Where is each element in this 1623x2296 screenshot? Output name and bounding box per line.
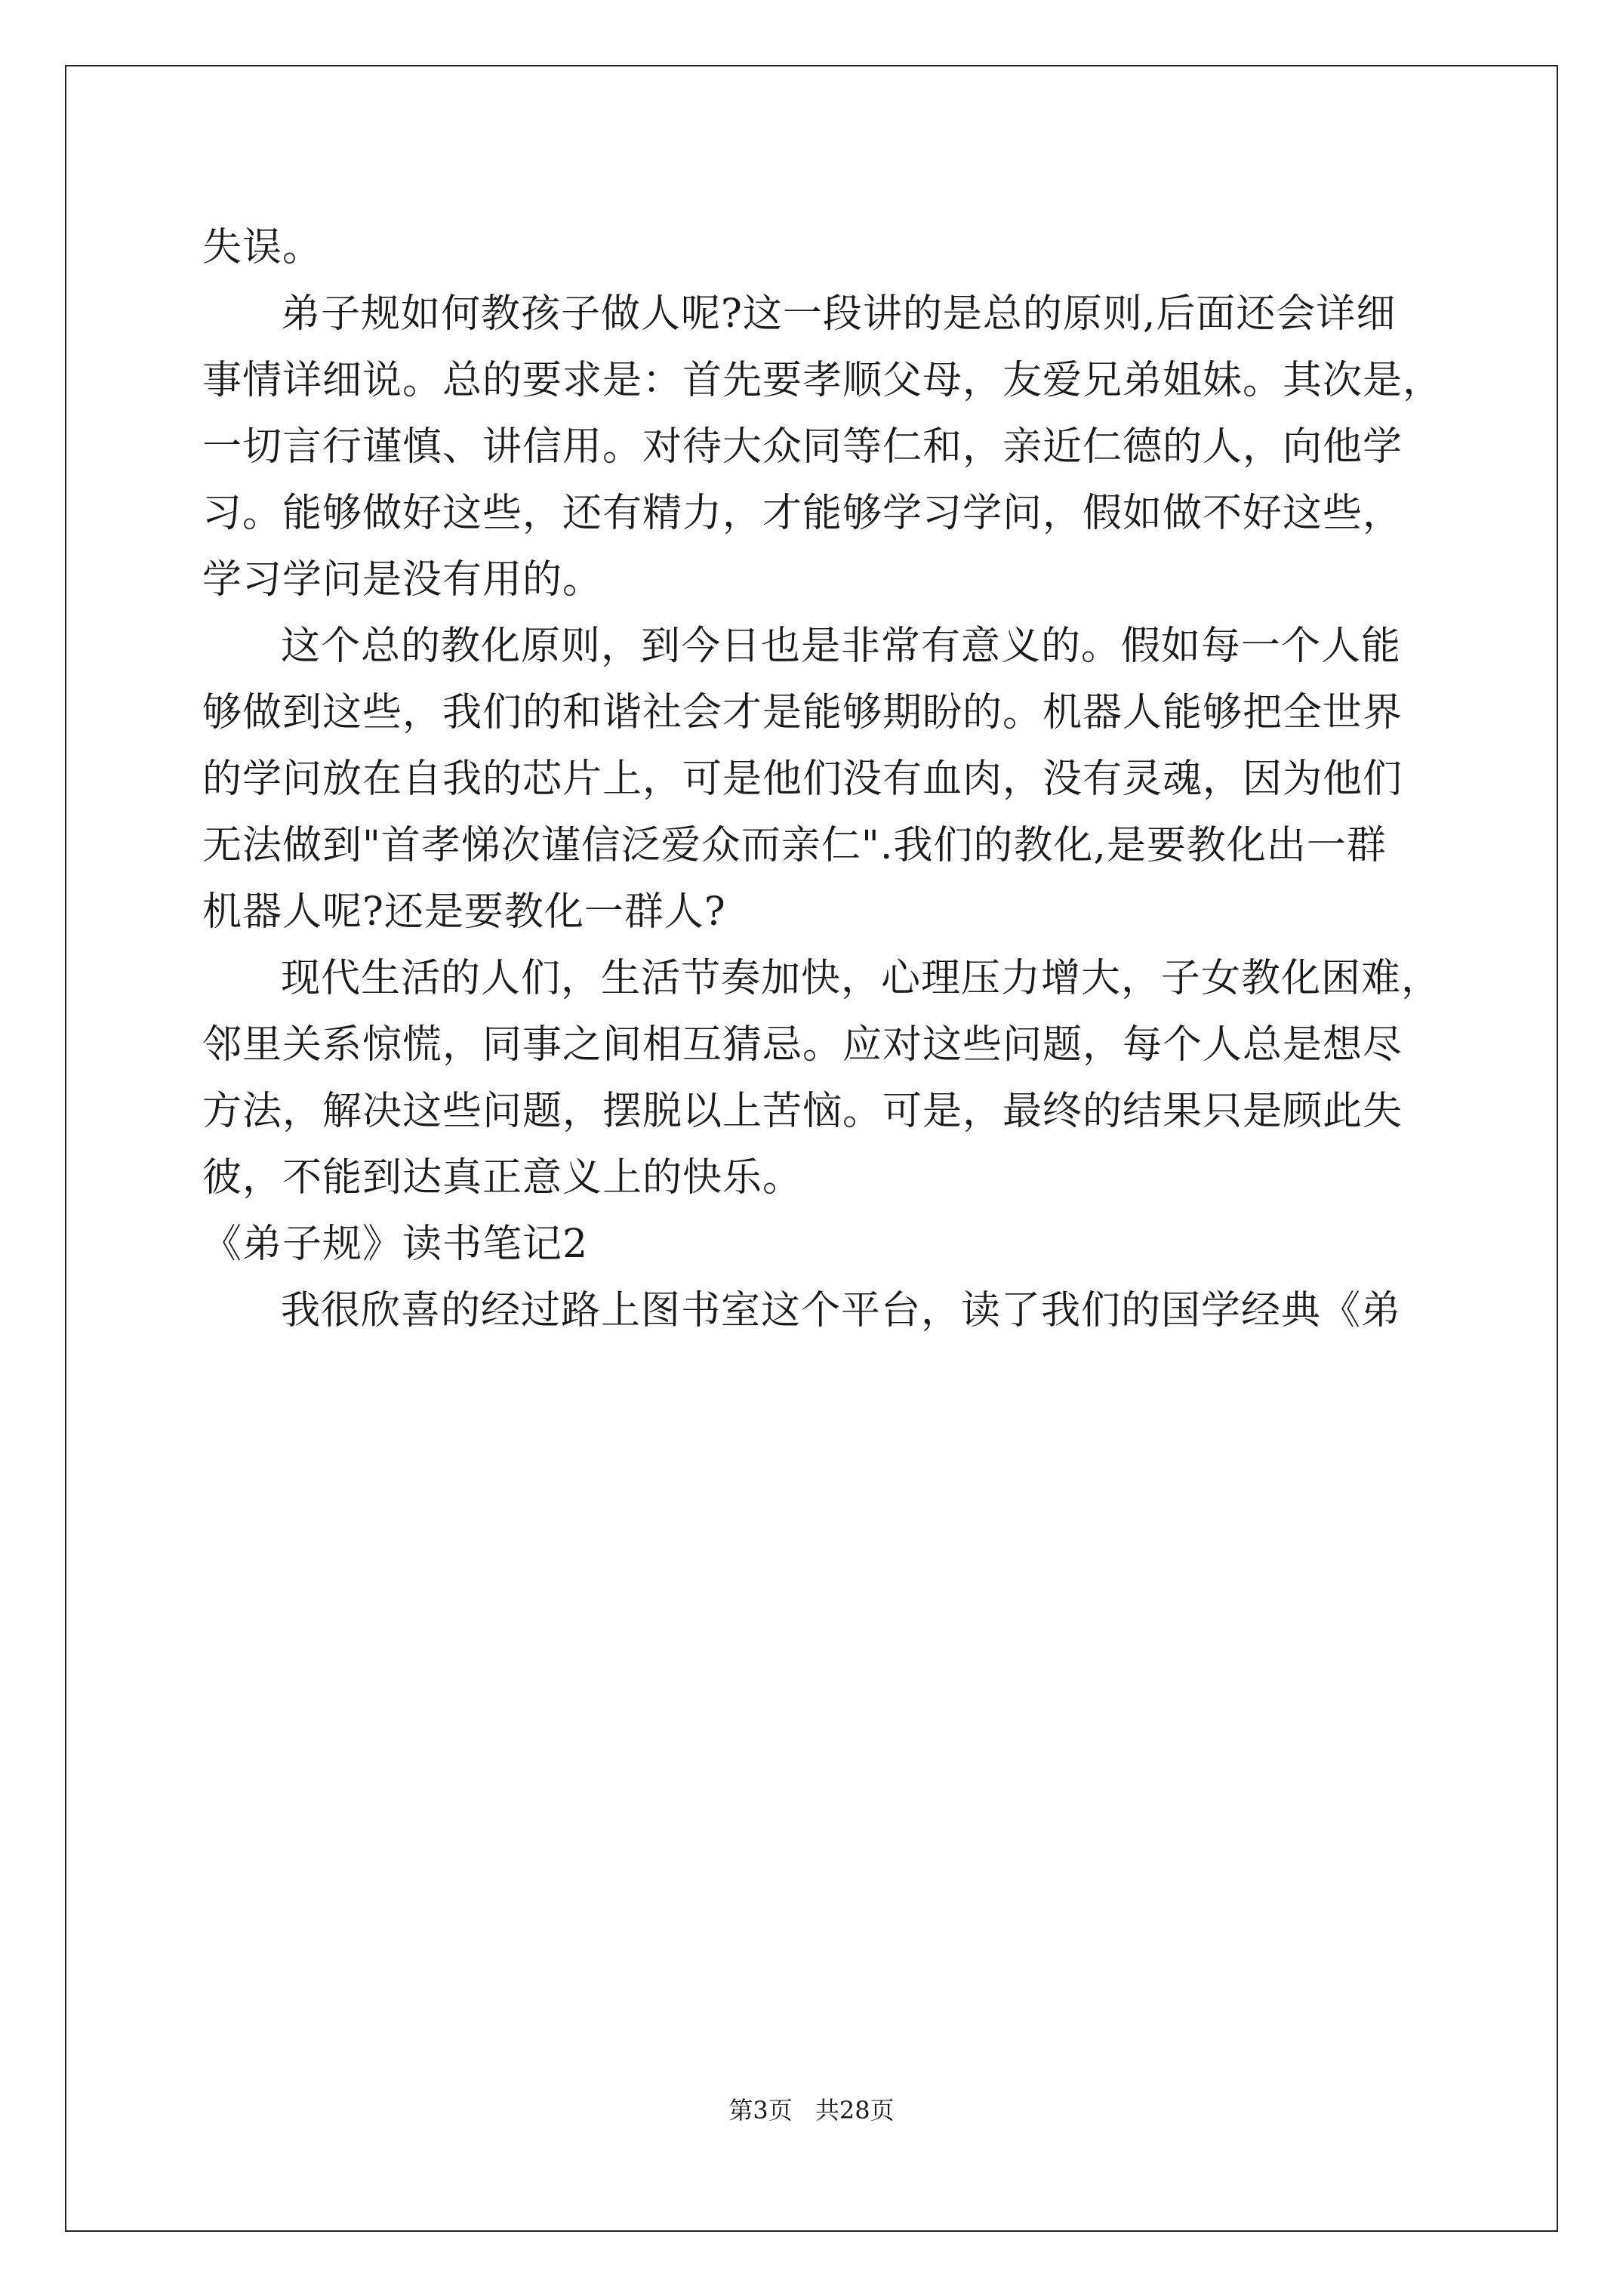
document-body	[202, 214, 1448, 1344]
section-heading: 《弟子规》读书笔记2	[202, 1222, 589, 1267]
text-line: 彼，不能到达真正意义上的快乐。	[202, 1155, 803, 1200]
text-line: 一切言行谨慎、讲信用。对待大众同等仁和，亲近仁德的人，向他学	[202, 424, 1403, 470]
text-line: 学习学问是没有用的。	[202, 557, 603, 603]
text-line: 的学问放在自我的芯片上，可是他们没有血肉，没有灵魂，因为他们	[202, 757, 1403, 802]
text-line: 失误。	[202, 225, 323, 270]
page-total: 共28页	[815, 2096, 895, 2125]
text-line: 邻里关系惊慌，同事之间相互猜忌。应对这些问题，每个人总是想尽	[202, 1022, 1403, 1068]
text-line: 事情详细说。总的要求是：首先要孝顺父母，友爱兄弟姐妹。其次是，	[202, 358, 1443, 403]
text-line: 弟子规如何教孩子做人呢?这一段讲的是总的原则,后面还会详细	[281, 291, 1397, 337]
page-footer	[0, 2095, 1623, 2125]
text-line: 方法，解决这些问题，摆脱以上苦恼。可是，最终的结果只是顾此失	[202, 1089, 1403, 1134]
text-line: 无法做到"首孝悌次谨信泛爱众而亲仁".我们的教化,是要教化出一群	[202, 823, 1387, 868]
text-line: 我很欣喜的经过路上图书室这个平台，读了我们的国学经典《弟	[281, 1288, 1402, 1333]
text-line: 这个总的教化原则，到今日也是非常有意义的。假如每一个人能	[281, 624, 1402, 669]
text-line: 现代生活的人们，生活节奏加快，心理压力增大，子女教化困难，	[281, 956, 1442, 1001]
text-line: 够做到这些，我们的和谐社会才是能够期盼的。机器人能够把全世界	[202, 690, 1403, 735]
text-line: 习。能够做好这些，还有精力，才能够学习学问，假如做不好这些，	[202, 491, 1403, 536]
text-line: 机器人呢?还是要教化一群人?	[202, 889, 726, 935]
page-number: 第3页	[728, 2096, 793, 2125]
